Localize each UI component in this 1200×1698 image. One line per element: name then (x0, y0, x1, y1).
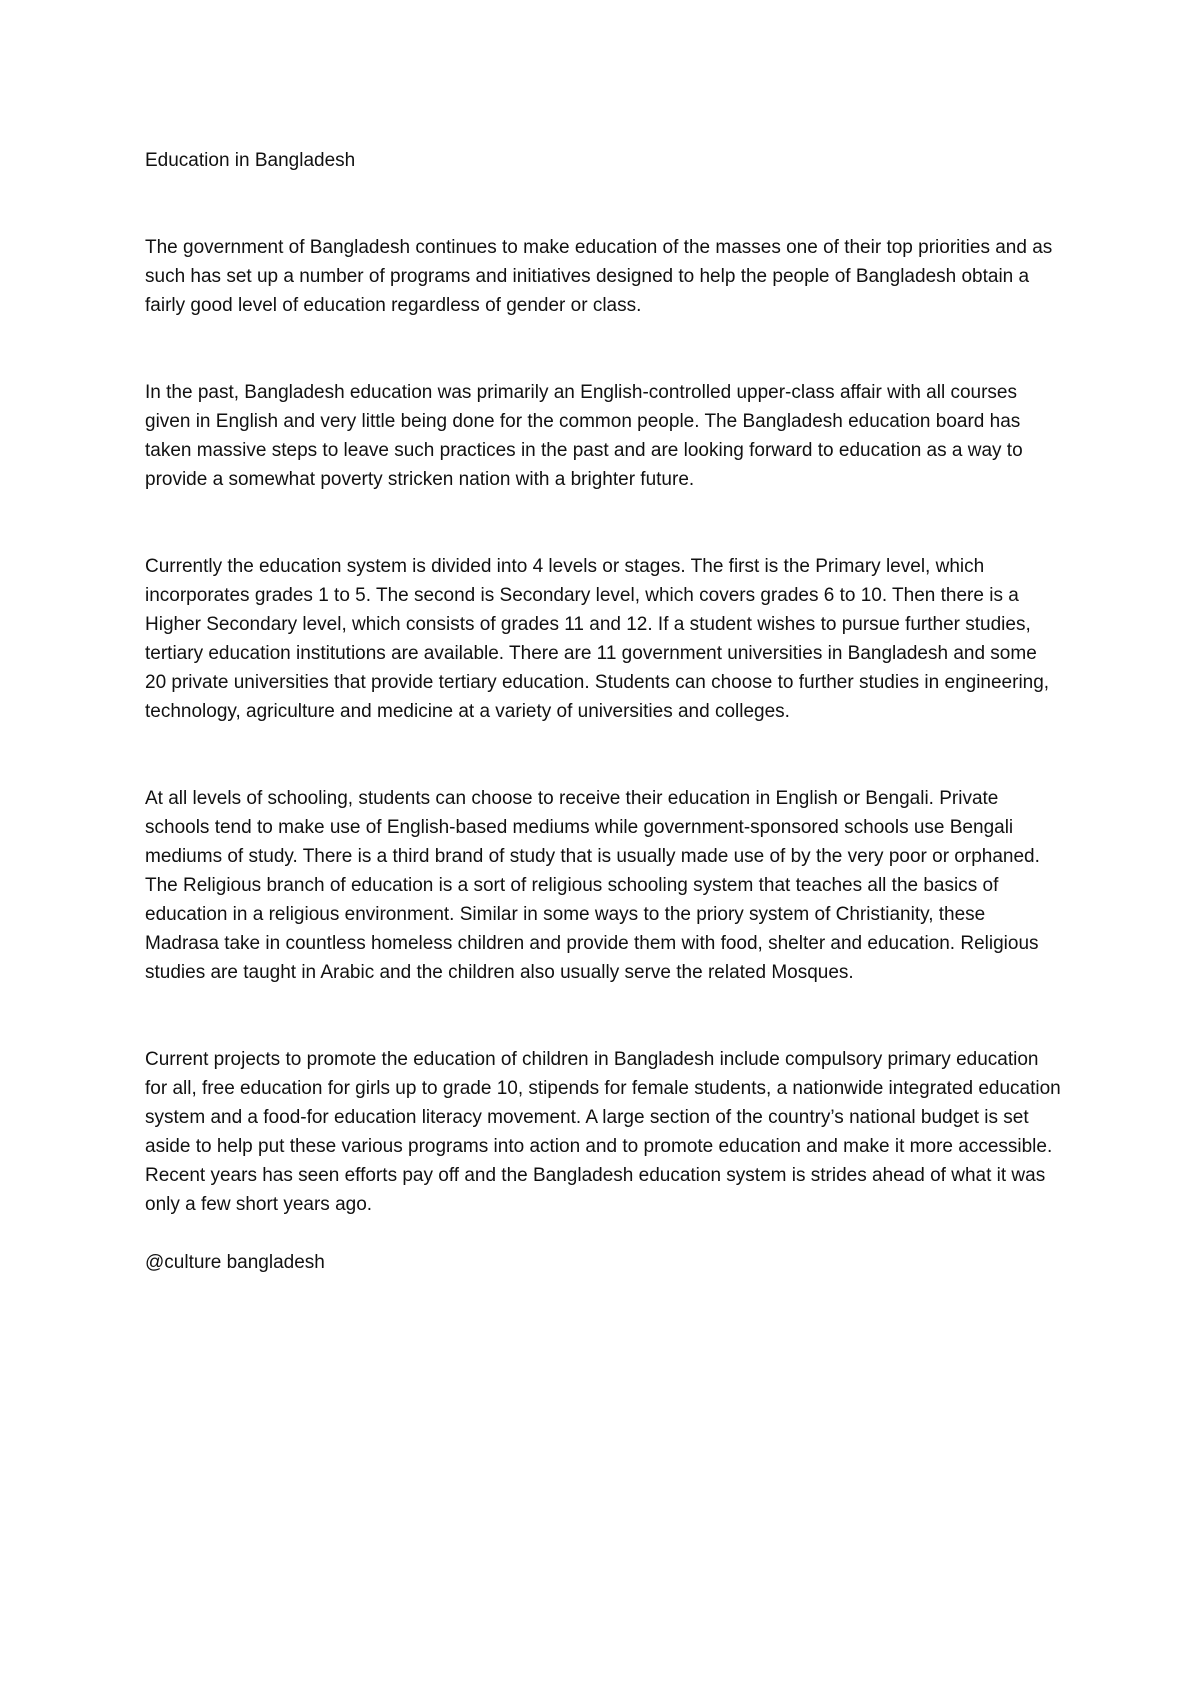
paragraph-schooling-mediums: At all levels of schooling, students can choose to receive their education in English or Bengali. Private schools tend to make use of English-based mediums while government-sponsored schools use Bengali mediums of study. There is a third brand of study that is usually made use of by the very poor or orphaned. The Religious branch of education is a sort of religious schooling system that teaches all the basics of education in a religious environment. Similar in some ways to the priory system of Christianity, these Madrasa take in countless homeless children and provide them with food, shelter and education. Religious studies are taught in Arabic and the children also usually serve the related Mosques. (145, 788, 1040, 983)
paragraph-education-levels: Currently the education system is divided into 4 levels or stages. The first is the Primary level, which incorporates grades 1 to 5. The second is Secondary level, which covers grades 6 to 10. Then there is a Higher Secondary level, which consists of grades 11 and 12. If a student wishes to pursue further studies, tertiary education institutions are available. There are 11 government universities in Bangladesh and some 20 private universities that provide tertiary education. Students can choose to further studies in engineering, technology, agriculture and medicine at a variety of universities and colleges. (145, 556, 1050, 722)
footer-attribution: @culture bangladesh (145, 1252, 325, 1273)
paragraph-government-priorities: The government of Bangladesh continues to make education of the masses one of their top priorities and as such has set up a number of programs and initiatives designed to help the people of Bangladesh obtain a fairly good level of education regardless of gender or class. (145, 237, 1053, 316)
paragraph-history: In the past, Bangladesh education was primarily an English-controlled upper-class affair with all courses given in English and very little being done for the common people. The Bangladesh education board has taken massive steps to leave such practices in the past and are looking forward to education as a way to provide a somewhat poverty stricken nation with a brighter future. (145, 382, 1023, 490)
paragraph-current-projects: Current projects to promote the education of children in Bangladesh include compulsory primary education for all, free education for girls up to grade 10, stipends for female students, a nationwide integrated education system and a food-for education literacy movement. A large section of the country’s national budget is set aside to help put these various programs into action and to promote education and make it more accessible. Recent years has seen efforts pay off and the Bangladesh education system is strides ahead of what it was only a few short years ago. (145, 1049, 1061, 1215)
document-title: Education in Bangladesh (145, 150, 356, 171)
document-body (145, 146, 1063, 1277)
